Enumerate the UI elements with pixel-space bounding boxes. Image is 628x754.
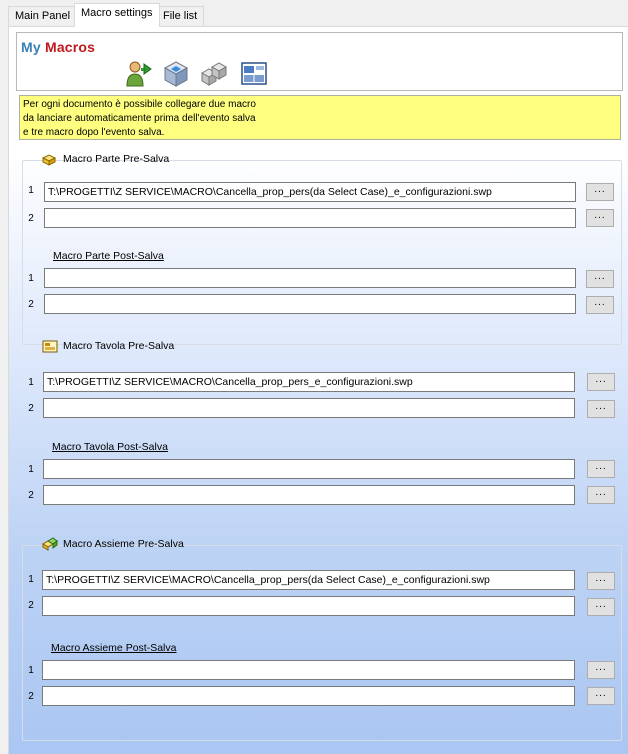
- tavola-pre-1-browse-button[interactable]: ...: [587, 373, 615, 391]
- macro-settings-panel: [8, 26, 628, 754]
- row-number: 2: [28, 299, 34, 310]
- part-macro-icon: [42, 152, 58, 166]
- title-my: My: [21, 39, 41, 55]
- group-parte-pre-title: Macro Parte Pre-Salva: [63, 153, 170, 165]
- group-tavola-header: [38, 339, 178, 353]
- drawing-icon[interactable]: [239, 58, 269, 88]
- tab-file-list[interactable]: File list: [156, 6, 204, 26]
- assembly-macro-icon: [42, 537, 58, 551]
- assieme-post-macro-2-field[interactable]: [42, 686, 575, 706]
- row-number: 2: [28, 600, 34, 611]
- app-title: [21, 39, 95, 55]
- header-box: [16, 32, 623, 91]
- row-number: 1: [28, 574, 34, 585]
- tavola-post-macro-1-field[interactable]: [43, 459, 575, 479]
- tavola-post-2-browse-button[interactable]: ...: [587, 486, 615, 504]
- part-icon[interactable]: [161, 58, 191, 88]
- group-parte-header: [38, 152, 173, 166]
- group-parte-post-title: Macro Parte Post-Salva: [53, 250, 164, 262]
- row-number: 1: [28, 185, 34, 196]
- info-note: Per ogni documento è possibile collegare due macro da lanciare automaticamente prima dell'evento salva e tre macro dopo l'evento salva.: [19, 95, 621, 140]
- assieme-post-macro-1-field[interactable]: [42, 660, 575, 680]
- parte-pre-macro-1-field[interactable]: T:\PROGETTI\Z SERVICE\MACRO\Cancella_prop_pers(da Select Case)_e_configurazioni.swp: [44, 182, 576, 202]
- row-number: 1: [28, 464, 34, 475]
- parte-post-macro-1-field[interactable]: [44, 268, 576, 288]
- tab-bar: [0, 0, 628, 28]
- tavola-pre-macro-2-field[interactable]: [43, 398, 575, 418]
- tab-macro-settings[interactable]: Macro settings: [74, 3, 160, 27]
- tavola-pre-2-browse-button[interactable]: ...: [587, 400, 615, 418]
- row-number: 2: [28, 691, 34, 702]
- row-number: 1: [28, 665, 34, 676]
- assieme-pre-macro-2-field[interactable]: [42, 596, 575, 616]
- assembly-icon[interactable]: [199, 58, 229, 88]
- parte-pre-1-browse-button[interactable]: ...: [586, 183, 614, 201]
- parte-pre-macro-2-field[interactable]: [44, 208, 576, 228]
- assieme-post-2-browse-button[interactable]: ...: [587, 687, 615, 705]
- group-assieme-pre-title: Macro Assieme Pre-Salva: [63, 538, 184, 550]
- parte-pre-2-browse-button[interactable]: ...: [586, 209, 614, 227]
- parte-post-macro-2-field[interactable]: [44, 294, 576, 314]
- row-number: 1: [28, 273, 34, 284]
- tavola-pre-macro-1-field[interactable]: T:\PROGETTI\Z SERVICE\MACRO\Cancella_prop_pers_e_configurazioni.swp: [43, 372, 575, 392]
- row-number: 1: [28, 377, 34, 388]
- tavola-post-1-browse-button[interactable]: ...: [587, 460, 615, 478]
- parte-post-1-browse-button[interactable]: ...: [586, 270, 614, 288]
- row-number: 2: [28, 213, 34, 224]
- drawing-macro-icon: [42, 339, 58, 353]
- assieme-pre-1-browse-button[interactable]: ...: [587, 572, 615, 590]
- row-number: 2: [28, 403, 34, 414]
- group-tavola-post-title: Macro Tavola Post-Salva: [52, 441, 168, 453]
- user-run-icon[interactable]: [123, 58, 153, 88]
- title-macros: Macros: [44, 39, 96, 55]
- group-assieme-post-title: Macro Assieme Post-Salva: [51, 642, 177, 654]
- assieme-pre-macro-1-field[interactable]: T:\PROGETTI\Z SERVICE\MACRO\Cancella_prop_pers(da Select Case)_e_configurazioni.swp: [42, 570, 575, 590]
- assieme-post-1-browse-button[interactable]: ...: [587, 661, 615, 679]
- group-assieme-header: [38, 537, 188, 551]
- row-number: 2: [28, 490, 34, 501]
- group-tavola-pre-title: Macro Tavola Pre-Salva: [63, 340, 175, 352]
- assieme-pre-2-browse-button[interactable]: ...: [587, 598, 615, 616]
- tavola-post-macro-2-field[interactable]: [43, 485, 575, 505]
- tab-main-panel[interactable]: Main Panel: [8, 6, 77, 26]
- parte-post-2-browse-button[interactable]: ...: [586, 296, 614, 314]
